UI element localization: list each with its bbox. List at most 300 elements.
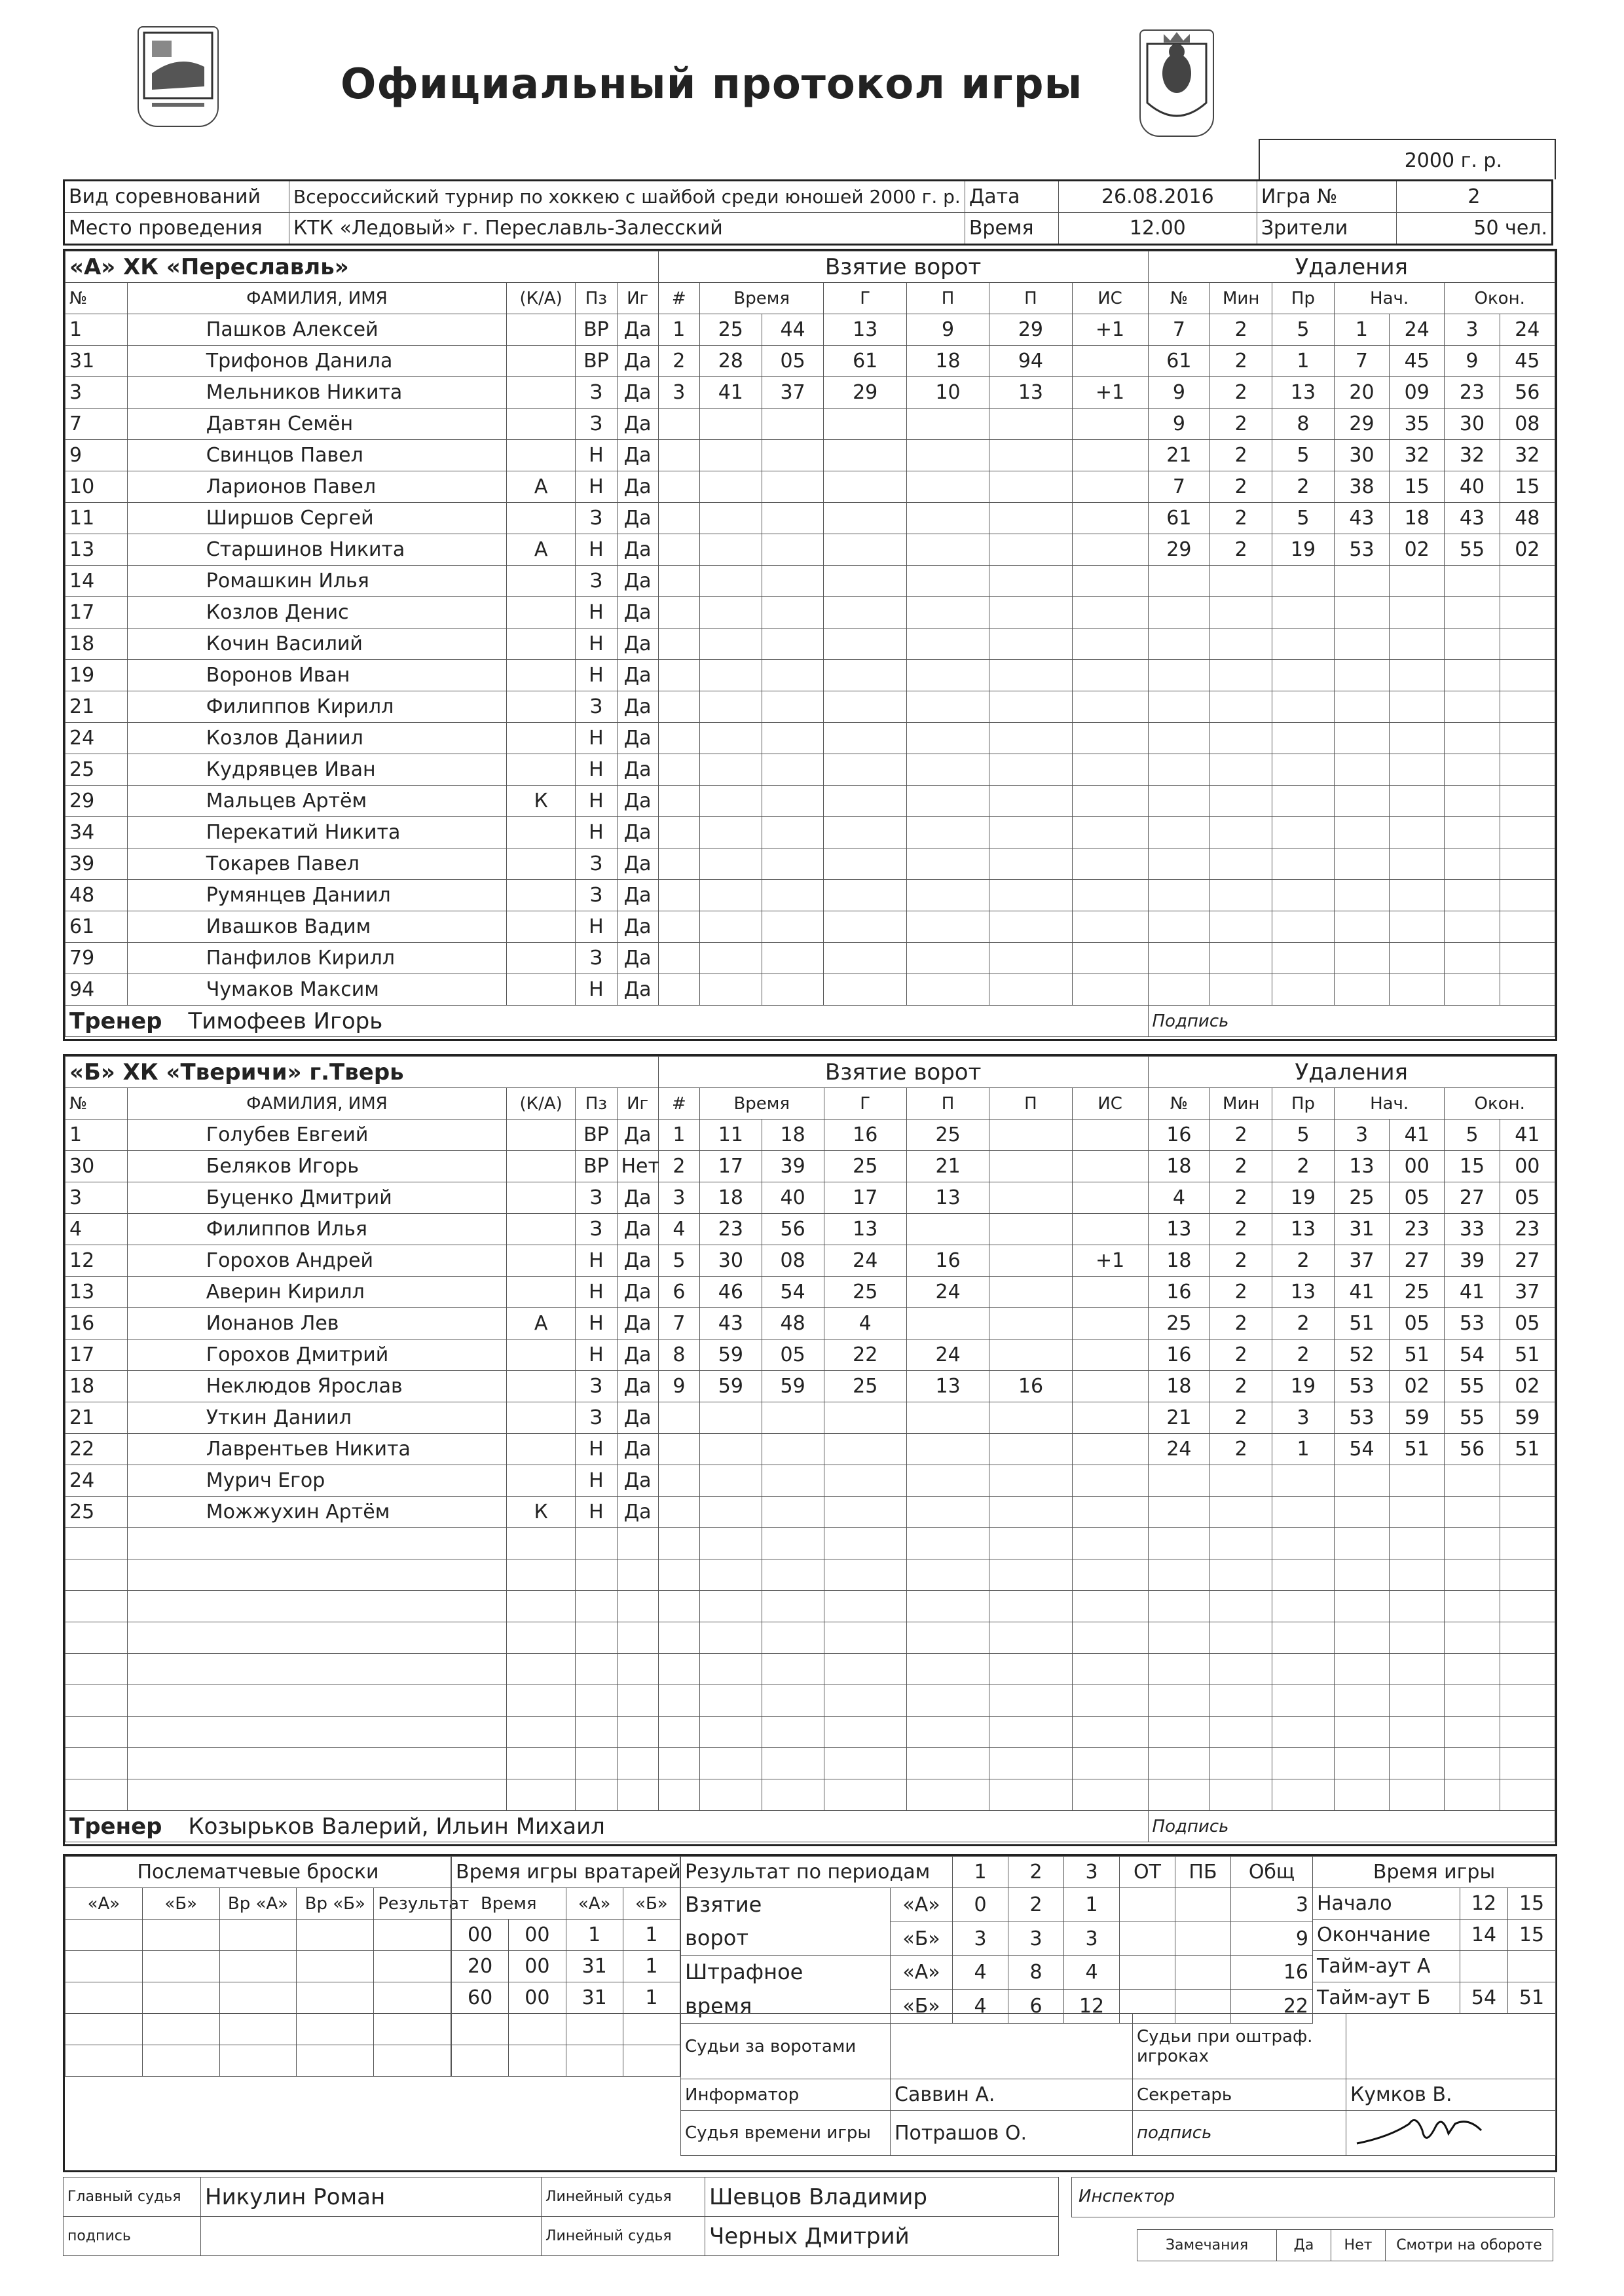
penalty-cell <box>1210 1591 1272 1622</box>
goal-cell: +1 <box>1072 314 1148 346</box>
game-time-hh: 12 <box>1460 1888 1508 1920</box>
player-played: Да <box>617 409 658 440</box>
penalty-cell: 29 <box>1334 409 1389 440</box>
goal-cell <box>1072 409 1148 440</box>
goal-cell: 9 <box>906 314 989 346</box>
penalty-cell <box>1445 1779 1500 1811</box>
gk-col-b: «Б» <box>623 1888 680 1920</box>
penalty-cell: 25 <box>1148 1308 1210 1339</box>
penalty-cell <box>1334 817 1389 848</box>
goal-cell: 1 <box>658 314 699 346</box>
player-name: Козлов Денис <box>127 597 506 629</box>
player-played: Да <box>617 1245 658 1277</box>
player-position: ВР <box>576 1120 617 1151</box>
penalty-cell: 55 <box>1445 1371 1500 1402</box>
goal-cell <box>906 566 989 597</box>
player-role <box>507 1528 576 1559</box>
goal-cell <box>906 409 989 440</box>
coach-name: Козырьков Валерий, Ильин Михаил <box>188 1813 605 1840</box>
goal-cell: 25 <box>699 314 762 346</box>
penalty-cell <box>1210 1528 1272 1559</box>
player-name <box>127 1748 506 1779</box>
goal-cell: 48 <box>762 1308 824 1339</box>
goal-cell <box>1072 1277 1148 1308</box>
col-ka: (К/А) <box>507 1088 576 1120</box>
secretary-label: Секретарь <box>1133 2079 1346 2111</box>
gk-col-a: «А» <box>566 1888 623 1920</box>
goal-cell <box>699 534 762 566</box>
penalty-cell <box>1210 566 1272 597</box>
player-name: Свинцов Павел <box>127 440 506 471</box>
penalty-cell: 41 <box>1445 1277 1500 1308</box>
table-row <box>65 1277 1555 1308</box>
goal-cell <box>762 691 824 723</box>
player-name <box>127 1654 506 1685</box>
penalty-cell <box>1148 1685 1210 1717</box>
player-role <box>507 691 576 723</box>
goal-cell <box>699 1465 762 1497</box>
goal-cell: 05 <box>762 1339 824 1371</box>
table-row <box>65 1559 1555 1591</box>
goal-cell <box>989 1528 1072 1559</box>
penalty-cell: 51 <box>1500 1434 1555 1465</box>
penalty-cell: 05 <box>1500 1308 1555 1339</box>
gk-cell <box>509 2045 566 2077</box>
penalty-cell <box>1500 629 1555 660</box>
player-number: 24 <box>65 1465 128 1497</box>
place-value: КТК «Ледовый» г. Переславль-Залесский <box>289 213 965 245</box>
table-row <box>65 754 1555 786</box>
col-pen-end: Окон. <box>1445 1088 1555 1120</box>
player-name <box>127 1685 506 1717</box>
goal-cell <box>762 1591 824 1622</box>
player-played: Да <box>617 911 658 943</box>
gk-cell <box>566 2045 623 2077</box>
goal-cell <box>1072 1465 1148 1497</box>
goal-cell <box>824 1717 906 1748</box>
penalty-cell: 2 <box>1210 1245 1272 1277</box>
col-goal-g: Г <box>824 283 906 314</box>
goal-cell <box>1072 1371 1148 1402</box>
player-position: Н <box>576 534 617 566</box>
penalty-cell: 54 <box>1334 1434 1389 1465</box>
penalty-cell: 54 <box>1445 1339 1500 1371</box>
shots-col: Результат <box>374 1888 451 1920</box>
player-name: Перекатий Никита <box>127 817 506 848</box>
penalty-cell <box>1148 817 1210 848</box>
player-name <box>127 1779 506 1811</box>
player-position: Н <box>576 1308 617 1339</box>
penalty-cell: 37 <box>1334 1245 1389 1277</box>
period-results-table <box>680 1856 1313 2024</box>
penalty-cell <box>1272 1779 1335 1811</box>
goal-cell: 3 <box>658 1182 699 1214</box>
penalty-cell <box>1445 1528 1500 1559</box>
player-position: Н <box>576 1277 617 1308</box>
player-played: Да <box>617 566 658 597</box>
goal-cell: 6 <box>658 1277 699 1308</box>
player-number: 14 <box>65 566 128 597</box>
player-played <box>617 1779 658 1811</box>
player-position: Н <box>576 754 617 786</box>
player-number: 79 <box>65 943 128 974</box>
penalty-cell <box>1445 660 1500 691</box>
goal-cell <box>824 534 906 566</box>
goal-cell <box>989 534 1072 566</box>
penalty-cell: 2 <box>1210 471 1272 503</box>
table-row <box>65 503 1555 534</box>
penalty-cell: 25 <box>1334 1182 1389 1214</box>
secretary-signature-label: подпись <box>1133 2111 1346 2156</box>
referees-block <box>63 2177 1553 2275</box>
penalty-cell <box>1148 1465 1210 1497</box>
shots-cell <box>65 1982 143 2014</box>
goal-cell <box>762 911 824 943</box>
penalty-cell: 05 <box>1390 1182 1445 1214</box>
team-table <box>65 1056 1555 1842</box>
penalty-cell: 59 <box>1500 1402 1555 1434</box>
goal-cell <box>699 503 762 534</box>
goal-cell <box>989 660 1072 691</box>
handwritten-signature <box>1350 2111 1494 2150</box>
goal-cell <box>1072 1528 1148 1559</box>
player-name <box>127 1559 506 1591</box>
col-pen-pr: Пр <box>1272 283 1335 314</box>
goal-cell <box>989 1245 1072 1277</box>
player-played: Да <box>617 1277 658 1308</box>
col-pen-num: № <box>1148 283 1210 314</box>
penalty-cell: 2 <box>1272 1151 1335 1182</box>
penalty-cell <box>1390 566 1445 597</box>
chief-referee-label: Главный судья <box>64 2178 201 2217</box>
player-position: З <box>576 409 617 440</box>
table-row <box>65 1339 1555 1371</box>
goal-cell <box>989 1654 1072 1685</box>
player-number: 3 <box>65 377 128 409</box>
penalty-cell <box>1272 943 1335 974</box>
goal-cell <box>762 1497 824 1528</box>
results-cell: 2 <box>1008 1888 1064 1922</box>
goal-cell <box>824 1591 906 1622</box>
player-played: Да <box>617 1182 658 1214</box>
penalty-cell: 15 <box>1445 1151 1500 1182</box>
player-role <box>507 754 576 786</box>
penalty-cell <box>1390 629 1445 660</box>
goal-cell <box>658 566 699 597</box>
shots-cell <box>142 2045 219 2077</box>
penalty-cell: 2 <box>1210 1308 1272 1339</box>
player-role <box>507 597 576 629</box>
goal-cell <box>906 880 989 911</box>
player-name: Панфилов Кирилл <box>127 943 506 974</box>
penalty-cell <box>1272 848 1335 880</box>
page-title: Официальный протокол игры <box>341 60 1083 109</box>
player-number: 1 <box>65 1120 128 1151</box>
col-goal-p1: П <box>906 1088 989 1120</box>
goal-cell <box>762 1779 824 1811</box>
penalty-cell: 9 <box>1148 409 1210 440</box>
table-row <box>65 1151 1555 1182</box>
penalty-cell <box>1500 817 1555 848</box>
player-position <box>576 1654 617 1685</box>
player-number: 7 <box>65 409 128 440</box>
penalty-cell <box>1334 1465 1389 1497</box>
penalty-cell: 40 <box>1445 471 1500 503</box>
goal-cell <box>762 440 824 471</box>
results-cell: 3 <box>1064 1922 1120 1956</box>
goal-cell <box>824 409 906 440</box>
player-played <box>617 1685 658 1717</box>
player-name: Ларионов Павел <box>127 471 506 503</box>
penalty-cell <box>1390 1654 1445 1685</box>
penalty-cell <box>1500 786 1555 817</box>
shots-cell <box>297 1982 374 2014</box>
player-number: 61 <box>65 911 128 943</box>
player-played: Да <box>617 314 658 346</box>
penalty-cell <box>1390 1685 1445 1717</box>
penalty-cell <box>1334 1654 1389 1685</box>
player-position: Н <box>576 629 617 660</box>
results-cell: 3 <box>1231 1888 1313 1922</box>
goal-cell <box>762 1402 824 1434</box>
penalty-cell <box>1272 1591 1335 1622</box>
goal-cell <box>762 1654 824 1685</box>
penalty-cell <box>1390 723 1445 754</box>
player-played: Да <box>617 377 658 409</box>
period-label: ПБ <box>1175 1857 1231 1888</box>
penalty-cell <box>1334 1559 1389 1591</box>
goal-cell <box>824 1685 906 1717</box>
goal-cell <box>989 943 1072 974</box>
player-name <box>127 1528 506 1559</box>
penalty-cell: 19 <box>1272 1371 1335 1402</box>
penalty-cell <box>1500 1465 1555 1497</box>
goal-cell <box>1072 1559 1148 1591</box>
results-team: «Б» <box>891 1990 953 2024</box>
goal-cell <box>1072 1434 1148 1465</box>
penalty-cell: 18 <box>1148 1151 1210 1182</box>
goal-cell <box>658 1717 699 1748</box>
goal-cell <box>1072 1339 1148 1371</box>
results-cell <box>1175 1956 1231 1990</box>
penalty-cell <box>1390 1465 1445 1497</box>
penalty-cell: 02 <box>1390 534 1445 566</box>
goal-cell <box>989 1497 1072 1528</box>
penalty-cell: 1 <box>1272 1434 1335 1465</box>
inspector-box <box>1071 2177 1555 2217</box>
player-number: 3 <box>65 1182 128 1214</box>
penalty-cell: 53 <box>1445 1308 1500 1339</box>
penalty-cell <box>1148 629 1210 660</box>
penalty-cell <box>1148 1622 1210 1654</box>
col-num: № <box>65 283 128 314</box>
shots-cell <box>142 2014 219 2045</box>
goal-cell <box>824 1434 906 1465</box>
penalty-cell <box>1445 848 1500 880</box>
penalty-cell <box>1334 691 1389 723</box>
birth-year: 2000 г. р. <box>1404 149 1502 172</box>
goal-cell <box>989 848 1072 880</box>
penalty-cell <box>1500 1748 1555 1779</box>
goal-cell <box>906 1434 989 1465</box>
table-row <box>65 471 1555 503</box>
goal-cell <box>762 943 824 974</box>
game-time-mm: 15 <box>1508 1920 1556 1951</box>
penalty-cell: 4 <box>1148 1182 1210 1214</box>
results-cell: 16 <box>1231 1956 1313 1990</box>
penalty-cell <box>1210 911 1272 943</box>
table-row <box>1313 1888 1556 1920</box>
penalty-cell <box>1390 880 1445 911</box>
penalty-cell <box>1334 597 1389 629</box>
player-number: 25 <box>65 1497 128 1528</box>
shots-cell <box>297 1920 374 1951</box>
table-row <box>65 911 1555 943</box>
player-role <box>507 1717 576 1748</box>
gk-cell: 1 <box>566 1920 623 1951</box>
goal-cell <box>1072 534 1148 566</box>
goal-cell: 22 <box>824 1339 906 1371</box>
penalty-cell <box>1445 1717 1500 1748</box>
player-number <box>65 1591 128 1622</box>
goal-cell <box>658 1402 699 1434</box>
goal-cell <box>1072 1591 1148 1622</box>
goal-cell <box>699 880 762 911</box>
penalty-cell <box>1334 848 1389 880</box>
player-name: Кочин Василий <box>127 629 506 660</box>
player-number: 13 <box>65 1277 128 1308</box>
player-played: Да <box>617 629 658 660</box>
goal-cell <box>989 880 1072 911</box>
table-row <box>65 1308 1555 1339</box>
results-cell: 22 <box>1231 1990 1313 2024</box>
player-played: Да <box>617 346 658 377</box>
penalty-cell: 45 <box>1390 346 1445 377</box>
goal-cell <box>1072 1654 1148 1685</box>
line-referee-2: Черных Дмитрий <box>705 2217 1059 2256</box>
goal-cell <box>762 880 824 911</box>
player-position: Н <box>576 911 617 943</box>
penalty-cell: 02 <box>1500 534 1555 566</box>
goal-cell: 29 <box>824 377 906 409</box>
penalty-cell: 02 <box>1500 1371 1555 1402</box>
goal-cell <box>989 1214 1072 1245</box>
penalty-cell <box>1445 1654 1500 1685</box>
penalty-cell <box>1210 943 1272 974</box>
penalty-cell <box>1272 817 1335 848</box>
penalty-cell: 53 <box>1334 1402 1389 1434</box>
penalty-cell <box>1148 754 1210 786</box>
penalty-cell <box>1210 786 1272 817</box>
goal-cell <box>1072 1685 1148 1717</box>
player-position: З <box>576 503 617 534</box>
goal-cell: 1 <box>658 1120 699 1151</box>
goal-cell <box>824 1402 906 1434</box>
player-position: Н <box>576 660 617 691</box>
shots-cell <box>374 2045 451 2077</box>
col-pen-start: Нач. <box>1334 1088 1445 1120</box>
penalty-cell <box>1390 691 1445 723</box>
penalty-cell: 5 <box>1272 503 1335 534</box>
player-role <box>507 314 576 346</box>
gk-cell: 31 <box>566 1951 623 1982</box>
col-pen-pr: Пр <box>1272 1088 1335 1120</box>
player-name: Голубев Евгеий <box>127 1120 506 1151</box>
penalty-cell <box>1148 660 1210 691</box>
goal-cell: 18 <box>906 346 989 377</box>
penalty-cell <box>1272 660 1335 691</box>
goal-cell <box>658 754 699 786</box>
penalty-cell: 9 <box>1445 346 1500 377</box>
table-row <box>65 409 1555 440</box>
goal-cell <box>699 660 762 691</box>
player-role <box>507 1182 576 1214</box>
player-role <box>507 723 576 754</box>
goal-cell <box>906 691 989 723</box>
penalty-cell <box>1390 817 1445 848</box>
goal-cell <box>658 723 699 754</box>
penalty-cell <box>1334 660 1389 691</box>
penalty-cell: 3 <box>1334 1120 1389 1151</box>
player-name: Давтян Семён <box>127 409 506 440</box>
penalty-cell <box>1210 660 1272 691</box>
goal-cell <box>906 911 989 943</box>
shots-col: «А» <box>65 1888 143 1920</box>
penalty-cell <box>1445 1465 1500 1497</box>
goal-cell: 40 <box>762 1182 824 1214</box>
penalty-cell <box>1148 911 1210 943</box>
player-name: Филиппов Илья <box>127 1214 506 1245</box>
table-row <box>65 597 1555 629</box>
player-number <box>65 1528 128 1559</box>
goal-cell: 24 <box>906 1277 989 1308</box>
goal-cell <box>699 754 762 786</box>
player-position: Н <box>576 471 617 503</box>
team-b-block <box>63 1054 1557 1846</box>
player-role <box>507 1622 576 1654</box>
penalty-cell: 1 <box>1334 314 1389 346</box>
goal-cell <box>906 1622 989 1654</box>
results-title: Результат по периодам <box>681 1857 953 1888</box>
results-cell <box>1120 1888 1175 1922</box>
penalty-cell: 23 <box>1500 1214 1555 1245</box>
officials-table <box>680 2013 1556 2156</box>
goal-cell <box>906 1717 989 1748</box>
goal-cell: 25 <box>906 1120 989 1151</box>
col-ka: (К/А) <box>507 283 576 314</box>
penalty-cell <box>1334 974 1389 1006</box>
player-played: Да <box>617 1434 658 1465</box>
goal-cell <box>1072 723 1148 754</box>
goal-cell <box>699 629 762 660</box>
player-name: Аверин Кирилл <box>127 1277 506 1308</box>
goal-cell <box>824 1654 906 1685</box>
table-row <box>65 691 1555 723</box>
goal-cell <box>906 597 989 629</box>
player-name: Можжухин Артём <box>127 1497 506 1528</box>
player-played: Да <box>617 754 658 786</box>
player-number: 29 <box>65 786 128 817</box>
goal-cell <box>658 786 699 817</box>
goal-cell <box>989 1748 1072 1779</box>
goal-cell <box>658 597 699 629</box>
goal-cell <box>699 1654 762 1685</box>
col-goal-time: Время <box>699 283 824 314</box>
goal-cell: 16 <box>906 1245 989 1277</box>
col-goal-idx: # <box>658 1088 699 1120</box>
col-pz: Пз <box>576 1088 617 1120</box>
goal-cell <box>906 660 989 691</box>
